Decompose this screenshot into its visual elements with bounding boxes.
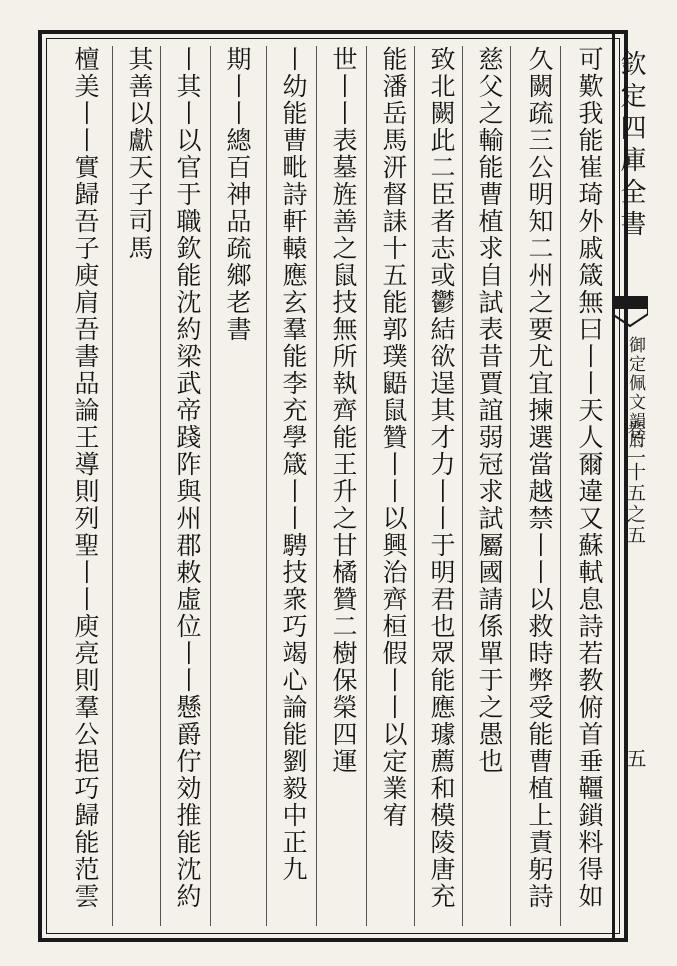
text-column: 可歎我能崔琦外戚箴無曰丨丨天人爾違又蘇軾息詩若教俯首垂韁鎖料得如 (575, 46, 604, 910)
column-rule (462, 46, 463, 926)
text-column: 致北闕此二臣者志或鬱結欲逞其才力丨丨于明君也眾能應璩薦和模陵唐充 (427, 46, 456, 910)
text-column: 丨幼能曹毗詩軒轅應玄羣能李充學箴丨丨騁技衆巧竭心論能劉毅中正九 (279, 46, 308, 883)
column-rule (210, 46, 211, 926)
column-rule (414, 46, 415, 926)
column-rule (366, 46, 367, 926)
column-rule (316, 46, 317, 926)
spine-page-marker: 五 (623, 748, 647, 768)
fishtail-mark-icon (612, 296, 648, 328)
text-column: 其善以獻天子司馬 (125, 46, 154, 262)
column-rule (560, 46, 561, 926)
spine-section: 御定佩文韻府 (625, 336, 645, 450)
text-column: 丨其丨以官于職欽能沈約梁武帝踐阼與州郡敕虛位丨丨懸爵佇効推能沈約 (173, 46, 202, 910)
text-column: 期丨丨總百神品疏鄉老書 (223, 46, 252, 343)
text-column: 能潘岳馬汧督誄十五能郭璞鼯鼠贊丨丨以興治齊桓假丨丨以定業宥 (379, 46, 408, 829)
spine-volume: 卷二十五之五 (624, 420, 646, 546)
text-column: 世丨丨表墓旌善之鼠技無所執齊能王升之甘橘贊二樹保榮四運 (329, 46, 358, 775)
spine-title: 欽定四庫全書 (616, 50, 646, 242)
text-column: 久闕疏三公明知二州之要尤宜揀選當越禁丨丨以救時弊受能曹植上責躬詩 (525, 46, 554, 910)
column-rule (266, 46, 267, 926)
column-rule (160, 46, 161, 926)
text-column: 慈父之輸能曹植求自試表昔賈誼弱冠求試屬國請係單于之愚也 (475, 46, 504, 775)
text-column: 檀美丨丨實歸吾子庾肩吾書品論王導則列聖丨丨庾亮則羣公挹巧歸能范雲 (71, 46, 100, 910)
column-rule (510, 46, 511, 926)
column-rule (112, 46, 113, 926)
